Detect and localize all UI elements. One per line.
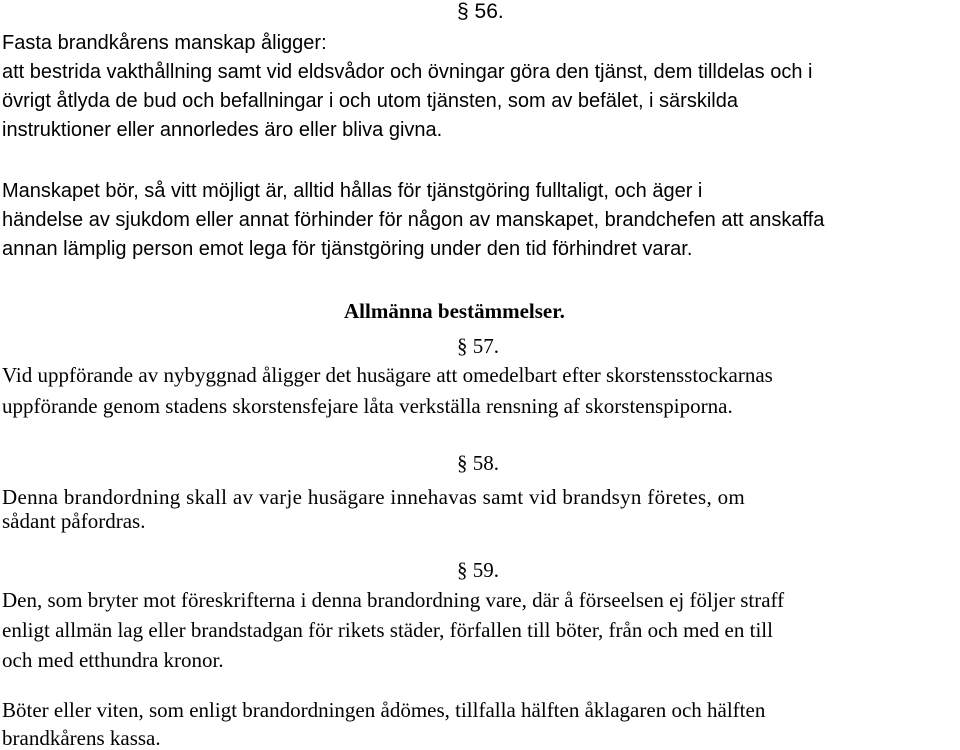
text-line: enligt allmän lag eller brandstadgan för rikets städer, förfallen till böter, från och med en till xyxy=(2,618,773,642)
text-line: händelse av sjukdom eller annat förhinder för någon av manskapet, brandchefen att anskaffa xyxy=(2,209,825,231)
section-heading: Allmänna bestämmelser. xyxy=(344,299,565,323)
text-line: instruktioner eller annorledes äro eller bliva givna. xyxy=(2,119,443,141)
text-line: Den, som bryter mot föreskrifterna i denna brandordning vare, där å förseelsen ej följer straff xyxy=(2,588,785,612)
text-line: Denna brandordning skall av varje husägare innehavas samt vid brandsyn företes, om xyxy=(2,485,746,509)
text-line: övrigt åtlyda de bud och befallningar i och utom tjänsten, som av befälet, i särskilda xyxy=(2,90,738,112)
section-56-title: Fasta brandkårens manskap åligger: xyxy=(2,32,327,54)
text-line: uppförande genom stadens skorstensfejare låta verkställa rensning af skorstenspiporna. xyxy=(2,394,733,418)
section-58-number: § 58. xyxy=(457,451,499,475)
section-59-number: § 59. xyxy=(457,558,499,582)
text-line: annan lämplig person emot lega för tjänstgöring under den tid förhindret varar. xyxy=(2,238,693,260)
text-line: att bestrida vakthållning samt vid eldsvådor och övningar göra den tjänst, dem tilldelas och i xyxy=(2,61,813,83)
text-line: Vid uppförande av nybyggnad åligger det husägare att omedelbart efter skorstensstockarnas xyxy=(2,363,773,387)
text-line: brandkårens kassa. xyxy=(2,726,161,750)
text-line: Manskapet bör, så vitt möjligt är, alltid hållas för tjänstgöring fulltaligt, och äger i xyxy=(2,180,703,202)
text-line: och med etthundra kronor. xyxy=(2,648,224,672)
text-line: Böter eller viten, som enligt brandordningen ådömes, tillfalla hälften åklagaren och hälften xyxy=(2,698,766,722)
text-line: sådant påfordras. xyxy=(2,509,146,533)
section-56-number: § 56. xyxy=(457,0,504,23)
section-57-number: § 57. xyxy=(457,334,499,358)
